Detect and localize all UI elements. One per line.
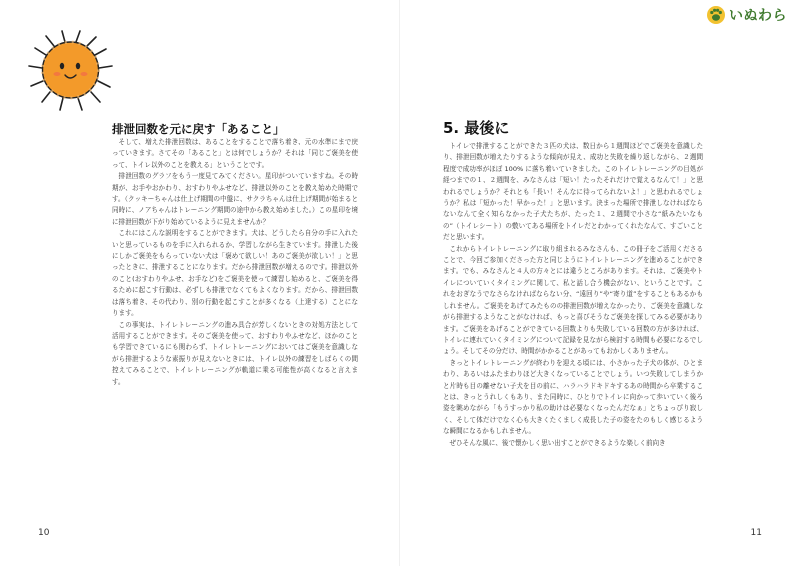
page-number: 11: [750, 528, 762, 538]
logo-text: いぬわら: [729, 8, 787, 24]
paragraph: これにはこんな説明をすることができます。犬は、どうしたら自分の手に入れたいと思っているものを手に入れられるか、学習しながら生きています。排泄した後にしかご褒美をもらっていない犬は「褒めて欲しい！あのご褒美が欲しい！」と思ったときに、排泄することになります。だから排泄回数が増えるのです。排泄以外のこと(おすわりやふせ、お手など)をご褒美を使って練習し始めると、ご褒美を得るために起こす行動は、必ずしも排泄でなくてもよくなります。だから、排泄回数は落ち着き、その代わり、別の行動を起こすことが多くなる（上達する）ことになります。: [112, 229, 358, 318]
section-title: 排泄回数を元に戻す「あること」: [112, 122, 285, 136]
paragraph: ぜひそんな風に、後で懐かしく思い出すことができるような楽しく前向き: [449, 438, 666, 447]
dog-paw-icon: [706, 5, 726, 25]
sun-right-eye: [76, 63, 80, 69]
paragraph: トイレで排泄することができた３匹の犬は、数日から１週間ほどでご褒美を意識したり、排泄回数が増えたりするような傾向が見え、成功と失敗を繰り返しながら、２週間程度で成功率がほぼ 100% に落ち着いていきました。このトイレトレーニングの目処が経つまでの１、２週間を、みなさんは「短い！たったそれだけで覚えるなんて！」と思われるでしょうか？それとも「長い！そんなに待ってられないよ！」と思われるでしょうか？私は「短かった！早かった！」と思います。決まった場所で排泄しなければならないなんて全く知らなかった子犬たちが、たった１、２週間で小さな“紙みたいなもの”（トイレシート）の敷いてある場所をトイレだとわかってくれたなんて、すごいことだと思います。: [443, 142, 703, 242]
page-number: 10: [38, 528, 50, 538]
body-text: [112, 137, 358, 388]
sun-face-illustration: [18, 28, 118, 118]
section-title: 5. 最後に: [443, 119, 510, 137]
paragraph: そして、増えた排泄回数は、あることをすることで落ち着き、元の水準にまで戻っていきます。さてその「あること」とは何でしょうか？それは「同じご褒美を使って、トイレ以外のことを教える」ということです。: [112, 138, 358, 169]
paragraph: きっとトイレトレーニングが終わりを迎える頃には、小さかった子犬の体が、ひとまわり、あるいはふたまわりほど大きくなっていることでしょう。いつ失敗してしまうかと片時も目の離せない子犬を目の前に、ハラハラドキドキするあの時間から卒業することは、きっとうれしくもあり、また同時に、ひとりでトイレに向かって歩いていく後ろ姿を眺めながら「もうすっかり私の助けは必要なくなったんだなぁ」とちょっぴり寂しく、そして体だけでなく心も大きくたくましく成長した子の姿をたのもしく感じるような瞬間になるかもしれません。: [443, 358, 703, 436]
body-text: [443, 141, 703, 449]
paragraph: これからトイレトレーニングに取り組まれるみなさんも、この冊子をご活用くださることで、今回ご参加くださった方と同じようにトイレトレーニングを進めることができます。でも、みなさんと４人の方々とには違うところがあります。それは、ご褒美やトイレについていくタイミングに関して、私と話し合う機会がない、ということです。これをおぎなうでなさらなければならない分、“遠回り”や“寄り道”をすることもあるかもしれません。ご褒美をあげてみたものの排泄回数が増えなかったり、ご褒美を意識しながら排泄するようなことがなければ、もっと喜びそうなご褒美を探してみる必要があります。ご褒美をあげることができている回数よりも失敗している回数の方が多ければ、トイレに連れていくタイミングについて記録を見ながら検討する時間も必要になるでしょう。そしてその分だけ、時間がかかることがあってもおかしくありません。: [443, 244, 703, 356]
brand-logo: [706, 4, 792, 26]
sun-left-eye: [60, 63, 64, 69]
paragraph: 排泄回数のグラフをもう一度見てみてください。星印がついていますね。その時期が、お手やおかわり、おすわりやふせなど、排泄以外のことを教え始めた時期です。（クッキーちゃんは仕上げ期間の中盤に、サクラちゃんは仕上げ期間が始まると同時に、ノアちゃんはトレーニング期間の途中から教え始めました。）この星印を境に排泄回数が下がり始めているように見えませんか？: [112, 172, 358, 226]
paragraph: この事実は、トイレトレーニングの進み具合が芳しくないときの対処方法として活用することができます。そのご褒美を使って、おすわりやふせなど、ほかのことも学習できているにも関わらず、トイレトレーニングにおいてはご褒美を意識しながら排泄するような素振りが見えないときには、トイレ以外の練習をしばらくの間控えてみることで、トイレトレーニングが軌道に乗る可能性が高くなると言えます。: [112, 320, 358, 386]
right-page: [400, 0, 800, 566]
